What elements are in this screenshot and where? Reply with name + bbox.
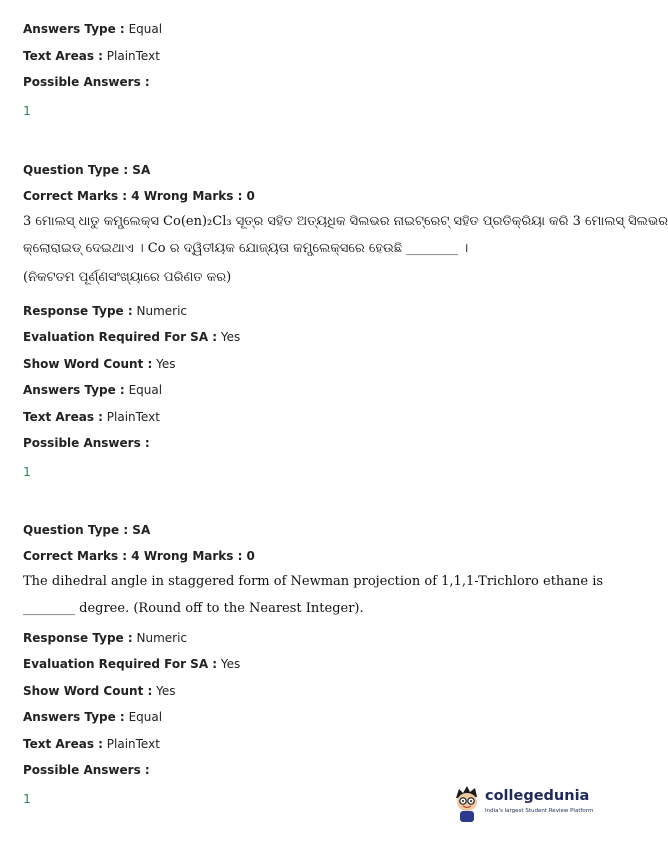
evaluation-value: Yes (220, 330, 241, 344)
text-areas-value: PlainText (106, 410, 160, 424)
text-areas-value: PlainText (106, 49, 160, 63)
text-areas-row (23, 49, 160, 63)
marks-line: Correct Marks : 4 Wrong Marks : 0 (23, 189, 255, 203)
answers-type-label: Answers Type : (23, 22, 125, 36)
word-count-value: Yes (156, 357, 176, 371)
response-type-row (23, 304, 187, 318)
response-type-value: Numeric (136, 631, 188, 645)
answers-type-row (23, 22, 162, 36)
mascot-icon (452, 784, 482, 824)
possible-answer: 1 (23, 791, 31, 806)
text-areas-label: Text Areas : (23, 49, 103, 63)
question-text-line: ________ degree. (Round off to the Nearest Integer). (23, 601, 364, 616)
word-count-label: Show Word Count : (23, 357, 153, 371)
answers-type-label: Answers Type : (23, 383, 125, 397)
logo-wordmark: collegedunia (485, 788, 590, 804)
answers-type-row (23, 710, 162, 724)
answers-type-value: Equal (128, 22, 163, 36)
word-count-value: Yes (156, 684, 176, 698)
possible-answers-label: Possible Answers : (23, 75, 150, 89)
answers-type-value: Equal (128, 710, 163, 724)
response-type-row (23, 631, 187, 645)
word-count-row (23, 357, 175, 371)
collegedunia-logo (452, 784, 594, 826)
question-text-line: The dihedral angle in staggered form of Newman projection of 1,1,1-Trichloro ethane is (23, 574, 604, 589)
text-areas-row (23, 410, 160, 424)
marks-line: Correct Marks : 4 Wrong Marks : 0 (23, 549, 255, 563)
possible-answers-label: Possible Answers : (23, 436, 150, 450)
text-areas-row (23, 737, 160, 751)
evaluation-label: Evaluation Required For SA : (23, 657, 218, 671)
text-areas-value: PlainText (106, 737, 160, 751)
answers-type-label: Answers Type : (23, 710, 125, 724)
question-text-line: କ୍ଲୋରାଇଡ୍ ଦେଇଥାଏ । Co ର ଦ୍ୱିତୀୟକ ଯୋଜ୍ୟତା କମ୍ପ୍ଲେକ୍ସରେ ହେଉଛି ________ । (23, 241, 469, 256)
question-type: Question Type : SA (23, 163, 151, 177)
question-type: Question Type : SA (23, 523, 151, 537)
evaluation-label: Evaluation Required For SA : (23, 330, 218, 344)
evaluation-value: Yes (220, 657, 241, 671)
word-count-row (23, 684, 175, 698)
possible-answer: 1 (23, 464, 31, 479)
response-type-label: Response Type : (23, 304, 133, 318)
evaluation-row (23, 330, 240, 344)
answers-type-row (23, 383, 162, 397)
evaluation-row (23, 657, 240, 671)
question-text-line: 3 ମୋଲସ୍ ଧାତୁ କମ୍ପ୍ଲେକ୍ସ Co(en)₂Cl₃ ସୂତ୍ର ସହିତ ଅତ୍ୟଧିକ ସିଲଭର ନାଇଟ୍ରେଟ୍ ସହିତ ପ୍ରତିକ୍ରିୟା କରି 3 ମୋଲସ୍ ସିଲଭର (23, 214, 668, 229)
text-areas-label: Text Areas : (23, 410, 103, 424)
question-text-line: (ନିକଟତମ ପୂର୍ଣ୍ଣସଂଖ୍ୟାରେ ପରିଣତ କର) (23, 270, 232, 285)
possible-answers-label: Possible Answers : (23, 763, 150, 777)
text-areas-label: Text Areas : (23, 737, 103, 751)
logo-tagline: India's largest Student Review Platform (485, 808, 594, 814)
answers-type-value: Equal (128, 383, 163, 397)
possible-answer: 1 (23, 103, 31, 118)
response-type-label: Response Type : (23, 631, 133, 645)
word-count-label: Show Word Count : (23, 684, 153, 698)
response-type-value: Numeric (136, 304, 188, 318)
